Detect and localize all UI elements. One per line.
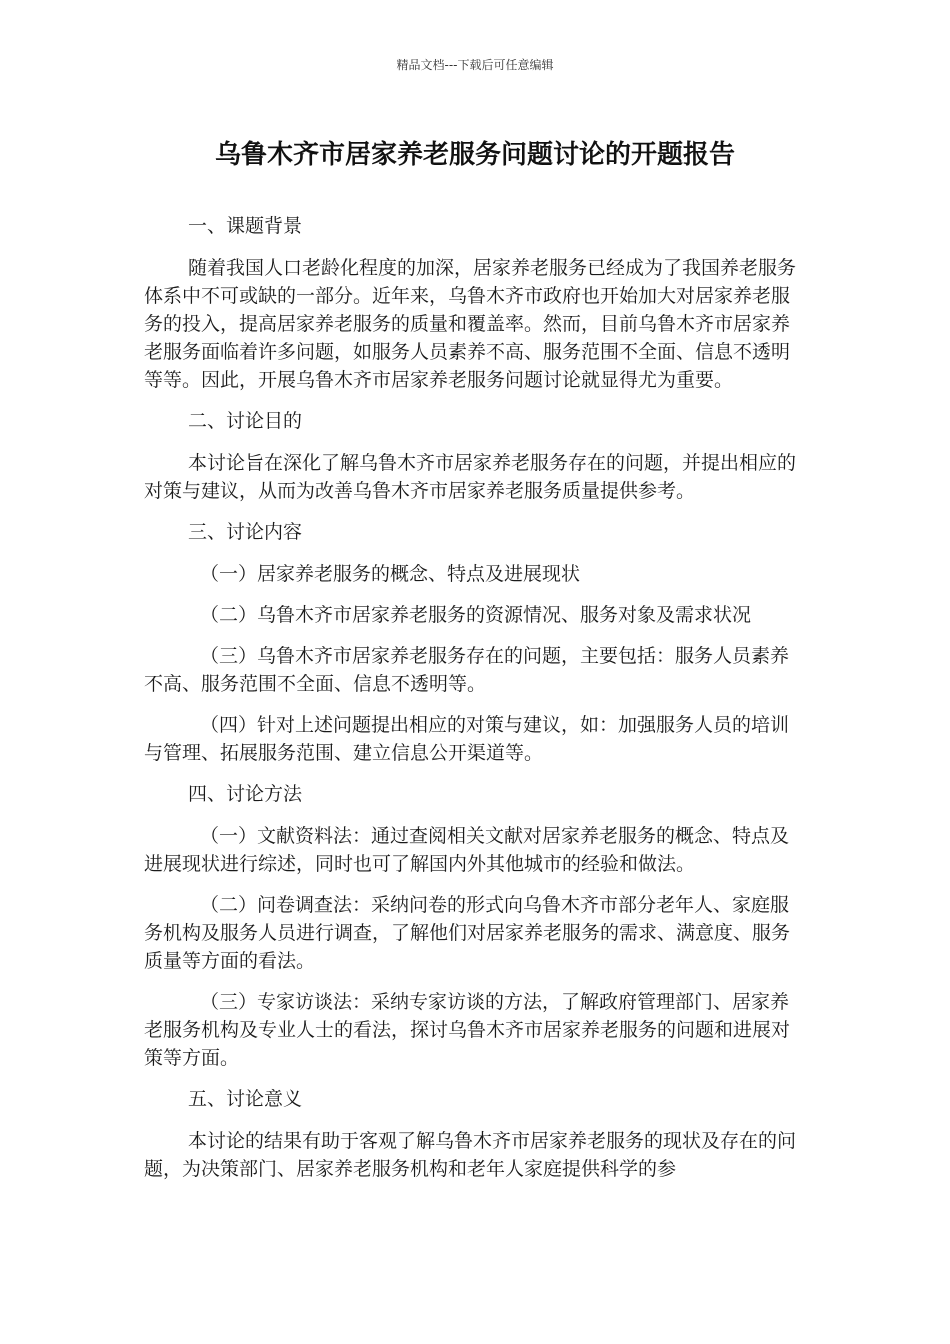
section-heading-content: 三、讨论内容 [188,521,303,543]
section-heading-purpose: 二、讨论目的 [188,410,303,432]
document-title: 乌鲁木齐市居家养老服务问题讨论的开题报告 [214,140,735,170]
content-item-4: （四）针对上述问题提出相应的对策与建议，如：加强服务人员的培训与管理、拓展服务范围、建立信息公开渠道等。 [144,714,790,764]
paragraph-purpose: 本讨论旨在深化了解乌鲁木齐市居家养老服务存在的问题，并提出相应的对策与建议，从而为改善乌鲁木齐市居家养老服务质量提供参考。 [144,452,797,502]
document-body [144,212,804,1183]
section-heading-background: 一、课题背景 [188,215,303,237]
content-item-2: （二）乌鲁木齐市居家养老服务的资源情况、服务对象及需求状况 [200,604,752,626]
section-heading-methods: 四、讨论方法 [188,783,303,805]
content-item-3: （三）乌鲁木齐市居家养老服务存在的问题，主要包括：服务人员素养不高、服务范围不全面、信息不透明等。 [144,645,790,695]
content-item-1: （一）居家养老服务的概念、特点及进展现状 [200,563,581,585]
paragraph-background: 随着我国人口老龄化程度的加深，居家养老服务已经成为了我国养老服务体系中不可或缺的一部分。近年来，乌鲁木齐市政府也开始加大对居家养老服务的投入，提高居家养老服务的质量和覆盖率。然而，目前乌鲁木齐市居家养老服务面临着许多问题，如服务人员素养不高、服务范围不全面、信息不透明等等。因此，开展乌鲁木齐市居家养老服务问题讨论就显得尤为重要。 [144,257,797,391]
method-item-1: （一）文献资料法：通过查阅相关文献对居家养老服务的概念、特点及进展现状进行综述，同时也可了解国内外其他城市的经验和做法。 [144,825,790,875]
method-item-2: （二）问卷调查法：采纳问卷的形式向乌鲁木齐市部分老年人、家庭服务机构及服务人员进行调查，了解他们对居家养老服务的需求、满意度、服务质量等方面的看法。 [144,894,791,972]
paragraph-significance: 本讨论的结果有助于客观了解乌鲁木齐市居家养老服务的现状及存在的问题，为决策部门、居家养老服务机构和老年人家庭提供科学的参 [144,1130,797,1180]
page-header-note: 精品文档---下载后可任意编辑 [396,58,554,72]
section-heading-significance: 五、讨论意义 [188,1088,303,1110]
method-item-3: （三）专家访谈法：采纳专家访谈的方法，了解政府管理部门、居家养老服务机构及专业人士的看法，探讨乌鲁木齐市居家养老服务的问题和进展对策等方面。 [144,991,791,1069]
